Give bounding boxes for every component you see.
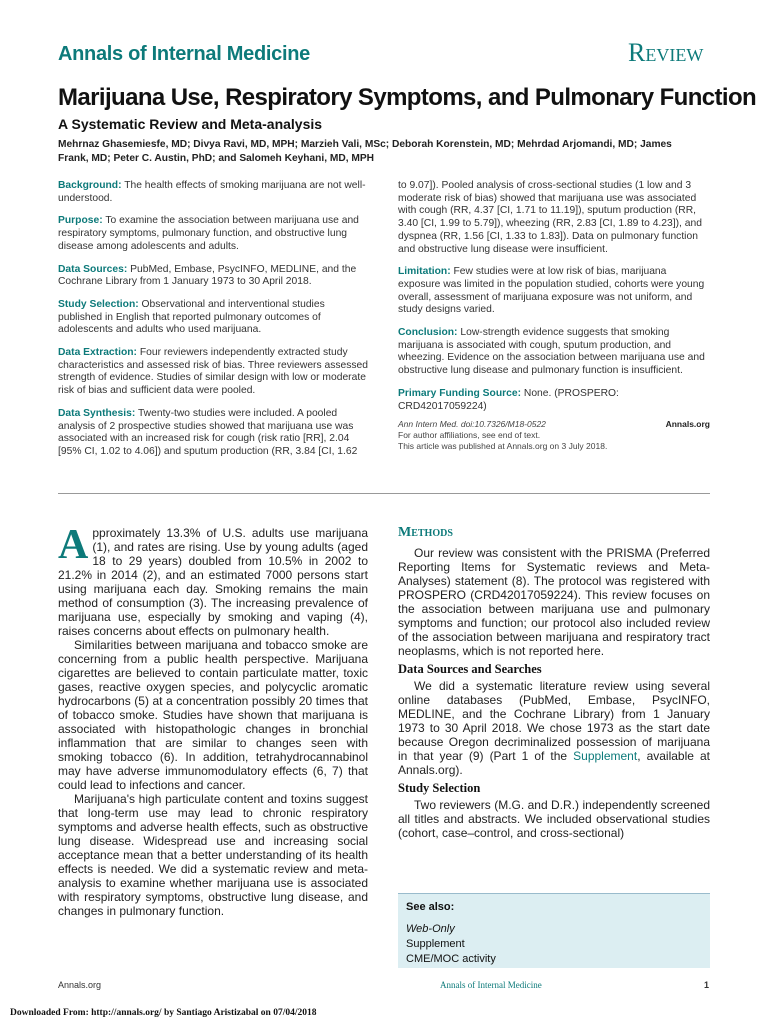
data-sources-paragraph (398, 679, 710, 777)
abstract-sources (58, 264, 368, 289)
affiliations-note: For author affiliations, see end of text. (398, 430, 541, 441)
abstract-label: Data Sources: (58, 263, 128, 275)
dss-text-b: , available at Annals.org). (398, 749, 710, 777)
cme-activity-link[interactable]: CME/MOC activity (406, 953, 496, 965)
section-label: Review (628, 38, 704, 67)
abstract-text: Observational and interventional studies published in English that reported pulmonary outcomes of adolescents and adults who used marijuana. (58, 298, 325, 336)
abstract-synthesis-cont: to 9.07]). Pooled analysis of cross-sectional studies (1 low and 3 moderate risk of bias) showed that marijuana use was associated with cough (RR, 4.37 [CI, 1.71 to 11.19]), sputum production (RR, 3.40 [CI, 1.99 to 5.79]), wheezing (RR, 2.83 [CI, 1.89 to 4.23]), and dyspnea (RR, 1.56 [CI, 1.33 to 1.83]). Data on pulmonary function and obstructive lung disease were insufficient. (398, 180, 702, 255)
footer-site: Annals.org (58, 980, 102, 990)
intro-paragraph-3: Marijuana's high particulate content and toxins suggest that long-term use may lead to chronic respiratory symptoms and adverse health effects, such as obstructive lung disease. Widespread use and increasing social acceptance mean that a better understanding of its health effects is needed. We did a systematic review and meta-analysis to examine whether marijuana use is associated with respiratory symptoms, obstructive lung disease, and changes in pulmonary function. (58, 792, 368, 918)
abstract-funding (398, 388, 710, 413)
abstract-text: The health effects of smoking marijuana are not well-understood. (58, 180, 366, 204)
page-number: 1 (704, 980, 710, 990)
intro-text: pproximately 13.3% of U.S. adults use marijuana (1), and rates are rising. Use by young adults (aged 18 to 29 years) doubled from 10.5% in 2002 to 21.2% in 2014 (2), and an estimated 7000 persons start using marijuana each day. Smoking remains the main method of consumption (3). The increasing prevalence of marijuana use, especially by smoking and vaping (4), raises concerns about effects on pulmonary health. (58, 526, 368, 638)
abstract-left-column (58, 180, 368, 469)
intro-paragraph-1 (58, 522, 368, 638)
data-sources-heading: Data Sources and Searches (398, 662, 542, 676)
journal-title: Annals of Internal Medicine (58, 43, 310, 65)
abstract-synthesis (58, 408, 368, 459)
abstract-background (58, 180, 368, 205)
abstract-extraction (58, 347, 368, 398)
abstract-text: To examine the association between marijuana use and respiratory symptoms, pulmonary function, and obstructive lung disease among adolescents and adults. (58, 215, 359, 252)
body-right-column (398, 526, 710, 840)
author-list: Mehrnaz Ghasemiesfe, MD; Divya Ravi, MD, MPH; Marzieh Vali, MSc; Deborah Korenstein, MD; Mehrdad Arjomandi, MD; James Frank, MD; Peter C. Austin, PhD; and Salomeh Keyhani, MD, MPH (58, 139, 672, 164)
download-notice: Downloaded From: http://annals.org/ by Santiago Aristizabal on 07/04/2018 (10, 1008, 317, 1018)
intro-paragraph-2: Similarities between marijuana and tobacco smoke are concerning from a public health perspective. Marijuana cigarettes are believed to contain particulate matter, toxic gases, reactive oxygen species, and polycyclic aromatic hydrocarbons (5) at a concentration possibly 20 times that of tobacco smoke. Studies have shown that marijuana is associated with histopathologic changes in bronchial inflammation that are similar to changes seen with smoking tobacco (6). In addition, tetrahydrocannabinol may have adverse immunomodulatory effects (6, 7) that could lead to infections and cancer. (58, 638, 368, 792)
body-left-column (58, 522, 368, 918)
abstract-conclusion (398, 327, 710, 378)
abstract-label: Data Extraction: (58, 347, 137, 359)
study-selection-heading: Study Selection (398, 781, 481, 795)
see-also-box (398, 893, 710, 968)
abstract-right-column (398, 180, 710, 452)
see-also-heading: See also: (406, 901, 455, 913)
site-label: Annals.org (665, 419, 710, 430)
abstract-selection (58, 299, 368, 337)
abstract-text: Four reviewers independently extracted study characteristics and assessed risk of bias. Three reviewers assessed strength of evidence. Studies of similar design with low or moderate risk of bias and sufficient data were pooled. (58, 347, 368, 397)
methods-heading: Methods (398, 525, 453, 540)
footer-journal: Annals of Internal Medicine (440, 980, 542, 990)
abstract-label: Study Selection: (58, 298, 139, 310)
web-only-label: Web-Only (406, 923, 455, 935)
article-meta (398, 419, 710, 452)
abstract-text: Few studies were at low risk of bias, marijuana exposure was limited in the population studied, cohorts were young overall, assessment of marijuana exposure was not uniform, and study designs varied. (398, 266, 705, 316)
abstract-text: Low-strength evidence suggests that smoking marijuana is associated with cough, sputum production, and wheezing. Evidence on the association between marijuana use and obstructive lung disease and pulmonary function is insufficient. (398, 327, 705, 377)
abstract-label: Purpose: (58, 215, 103, 227)
section-divider (58, 493, 710, 494)
drop-cap: A (58, 522, 89, 568)
abstract-limitation (398, 266, 710, 317)
study-selection-paragraph: Two reviewers (M.G. and D.R.) independently screened all titles and abstracts. We included observational studies (cohort, case–control, and cross-sectional) (398, 798, 710, 840)
abstract-text: PubMed, Embase, PsycINFO, MEDLINE, and the Cochrane Library from 1 January 1973 to 30 April 2018. (58, 263, 357, 288)
published-note: This article was published at Annals.org on 3 July 2018. (398, 441, 608, 452)
abstract-label: Data Synthesis: (58, 407, 136, 419)
supplement-link[interactable]: Supplement (406, 938, 465, 950)
abstract-label: Conclusion: (398, 327, 458, 339)
abstract-purpose (58, 215, 368, 253)
methods-paragraph: Our review was consistent with the PRISMA (Preferred Reporting Items for Systematic reviews and Meta-Analyses) statement (8). The protocol was registered with PROSPERO (CRD42017059224). This review focuses on the association between marijuana use and pulmonary symptoms and function; our protocol also included review of the association between marijuana and respiratory tract neoplasms, which is not reported here. (398, 546, 710, 658)
abstract-text: Twenty-two studies were included. A pooled analysis of 2 prospective studies showed that marijuana use was associated with an increased risk for cough (risk ratio [RR], 2.04 [95% CI, 1.02 to 4.06]) and sputum production (RR, 3.84 [CI, 1.62 (58, 407, 358, 457)
article-subtitle: A Systematic Review and Meta-analysis (58, 116, 323, 132)
supplement-link[interactable]: Supplement (573, 749, 638, 763)
abstract-label: Primary Funding Source: (398, 387, 522, 399)
article-title: Marijuana Use, Respiratory Symptoms, and Pulmonary Function (58, 84, 757, 111)
citation: Ann Intern Med. doi:10.7326/M18-0522 (398, 419, 546, 430)
abstract-text: None. (PROSPERO: CRD42017059224) (398, 387, 619, 412)
citation-row (398, 419, 710, 430)
abstract-label: Background: (58, 180, 122, 191)
abstract-label: Limitation: (398, 266, 451, 278)
dss-text-a: We did a systematic literature review using several online databases (PubMed, Embase, PsycINFO, MEDLINE, and the Cochrane Library) from 1 January 1973 to 30 April 2018. We chose 1973 as the start date because Oregon decriminalized possession of marijuana in that year (9) (Part 1 of the (398, 679, 710, 763)
